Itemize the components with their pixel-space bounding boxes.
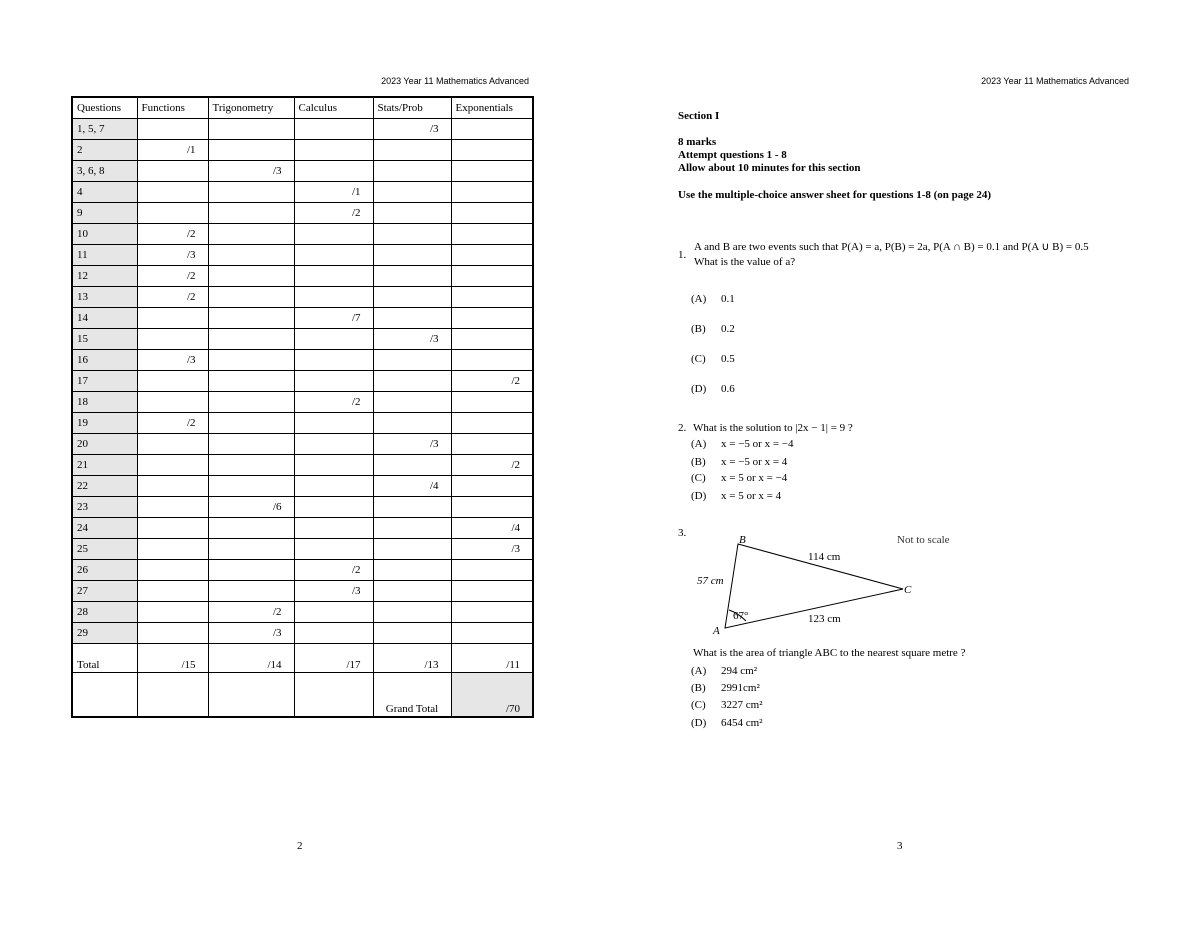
mark-cell — [373, 602, 451, 623]
mark-cell — [137, 203, 208, 224]
total-cell: /13 — [373, 644, 451, 673]
table-row — [72, 287, 533, 308]
option-label: (A) — [691, 438, 707, 450]
question-cell: 3, 6, 8 — [72, 161, 137, 182]
question-cell: 21 — [72, 455, 137, 476]
question-cell: 22 — [72, 476, 137, 497]
total-row — [72, 644, 533, 673]
mark-cell: /2 — [137, 224, 208, 245]
mark-cell: /3 — [208, 161, 294, 182]
table-row — [72, 560, 533, 581]
grand-total-label: Grand Total — [373, 673, 451, 718]
question-cell: 17 — [72, 371, 137, 392]
q3-text: What is the area of triangle ABC to the nearest square metre ? — [693, 647, 966, 659]
option — [691, 383, 735, 395]
question-cell: 9 — [72, 203, 137, 224]
option-value: 294 cm² — [721, 665, 757, 677]
mark-cell: /2 — [137, 287, 208, 308]
mark-cell — [451, 203, 533, 224]
mark-cell — [208, 371, 294, 392]
mark-cell: /4 — [451, 518, 533, 539]
mark-cell — [137, 602, 208, 623]
question-cell: 29 — [72, 623, 137, 644]
mark-cell — [137, 329, 208, 350]
table-row — [72, 266, 533, 287]
option-label: (A) — [691, 665, 707, 677]
mark-cell — [451, 497, 533, 518]
section-attempt: Attempt questions 1 - 8 — [678, 149, 787, 161]
mark-cell — [294, 350, 373, 371]
grand-total-cell: /70 — [451, 673, 533, 718]
mark-cell — [208, 224, 294, 245]
mark-cell — [373, 182, 451, 203]
mark-cell — [294, 413, 373, 434]
mark-cell: /2 — [451, 371, 533, 392]
option-label: (B) — [691, 323, 706, 335]
total-cell: /17 — [294, 644, 373, 673]
mark-cell — [294, 518, 373, 539]
q1-subtext: What is the value of a? — [694, 256, 796, 268]
mark-cell — [373, 413, 451, 434]
mark-cell — [137, 560, 208, 581]
option-label: (B) — [691, 682, 706, 694]
mark-cell — [137, 497, 208, 518]
option-value: 2991cm² — [721, 682, 760, 694]
mark-cell: /7 — [294, 308, 373, 329]
mark-cell — [451, 245, 533, 266]
mark-cell — [451, 329, 533, 350]
mark-cell: /3 — [137, 350, 208, 371]
empty-cell — [137, 673, 208, 718]
mark-cell: /2 — [294, 392, 373, 413]
mark-cell: /2 — [137, 413, 208, 434]
angle-a-label: 67° — [733, 610, 749, 622]
option — [691, 699, 763, 711]
mark-cell: /3 — [208, 623, 294, 644]
mark-cell: /3 — [137, 245, 208, 266]
vertex-a: A — [713, 625, 720, 637]
section-marks: 8 marks — [678, 136, 717, 148]
mark-cell — [137, 539, 208, 560]
table-row — [72, 161, 533, 182]
grand-total-row — [72, 673, 533, 718]
option-value: x = 5 or x = −4 — [721, 472, 788, 484]
table-row — [72, 623, 533, 644]
table-row — [72, 119, 533, 140]
mark-cell — [137, 161, 208, 182]
question-cell: 12 — [72, 266, 137, 287]
option — [691, 456, 787, 468]
running-header: 2023 Year 11 Mathematics Advanced — [981, 76, 1129, 86]
mark-cell — [451, 182, 533, 203]
question-cell: 25 — [72, 539, 137, 560]
mark-cell — [294, 434, 373, 455]
q2-number: 2. — [678, 422, 687, 434]
total-cell: /15 — [137, 644, 208, 673]
option — [691, 717, 763, 729]
mark-cell: /3 — [294, 581, 373, 602]
mark-cell — [294, 161, 373, 182]
mark-cell — [294, 371, 373, 392]
question-cell: 18 — [72, 392, 137, 413]
table-row — [72, 413, 533, 434]
marks-table — [71, 96, 534, 718]
option-value: 0.5 — [721, 353, 735, 365]
option-label: (B) — [691, 456, 706, 468]
mark-cell — [451, 266, 533, 287]
question-cell: 14 — [72, 308, 137, 329]
option-value: 0.6 — [721, 383, 735, 395]
mark-cell — [451, 434, 533, 455]
mark-cell — [373, 287, 451, 308]
side-ac-label: 123 cm — [808, 613, 841, 625]
mark-cell — [137, 581, 208, 602]
mark-cell — [373, 392, 451, 413]
mark-cell — [451, 308, 533, 329]
question-cell: 26 — [72, 560, 137, 581]
mark-cell — [373, 266, 451, 287]
mark-cell — [451, 476, 533, 497]
table-row — [72, 224, 533, 245]
question-cell: 19 — [72, 413, 137, 434]
option — [691, 490, 781, 502]
table-row — [72, 581, 533, 602]
running-header: 2023 Year 11 Mathematics Advanced — [381, 76, 529, 86]
table-row — [72, 245, 533, 266]
vertex-b: B — [739, 534, 746, 546]
mark-cell: /2 — [208, 602, 294, 623]
mark-cell: /6 — [208, 497, 294, 518]
section-allow: Allow about 10 minutes for this section — [678, 162, 861, 174]
mark-cell — [208, 476, 294, 497]
mark-cell — [137, 623, 208, 644]
table-row — [72, 455, 533, 476]
mark-cell — [373, 308, 451, 329]
table-row — [72, 350, 533, 371]
mark-cell — [208, 539, 294, 560]
mark-cell: /1 — [294, 182, 373, 203]
option — [691, 293, 735, 305]
not-to-scale-note: Not to scale — [897, 534, 950, 546]
table-row — [72, 329, 533, 350]
option-value: 3227 cm² — [721, 699, 763, 711]
option-value: x = −5 or x = 4 — [721, 456, 788, 468]
question-cell: 20 — [72, 434, 137, 455]
option — [691, 438, 793, 450]
table-row — [72, 434, 533, 455]
table-row — [72, 392, 533, 413]
mark-cell — [294, 539, 373, 560]
mark-cell — [373, 203, 451, 224]
mark-cell — [451, 161, 533, 182]
mark-cell — [373, 581, 451, 602]
mark-cell — [208, 308, 294, 329]
mark-cell: /3 — [373, 119, 451, 140]
question-cell: 24 — [72, 518, 137, 539]
option-value: x = 5 or x = 4 — [721, 490, 782, 502]
q1-text: A and B are two events such that P(A) = a, P(B) = 2a, P(A ∩ B) = 0.1 and P(A ∪ B) = 0.5 — [694, 241, 1089, 253]
mark-cell — [137, 392, 208, 413]
mark-cell — [373, 518, 451, 539]
page-number: 2 — [297, 840, 303, 852]
option — [691, 353, 735, 365]
mark-cell — [294, 455, 373, 476]
mark-cell — [294, 497, 373, 518]
total-cell: /14 — [208, 644, 294, 673]
column-header: Questions — [72, 97, 137, 119]
mark-cell — [373, 455, 451, 476]
mark-cell — [451, 560, 533, 581]
mark-cell — [373, 350, 451, 371]
mark-cell — [373, 224, 451, 245]
question-cell: 27 — [72, 581, 137, 602]
table-row — [72, 371, 533, 392]
total-cell: /11 — [451, 644, 533, 673]
mark-cell — [451, 119, 533, 140]
question-cell: 11 — [72, 245, 137, 266]
option-label: (D) — [691, 717, 707, 729]
column-header: Stats/Prob — [373, 97, 451, 119]
mark-cell — [208, 560, 294, 581]
table-row — [72, 602, 533, 623]
mark-cell: /3 — [451, 539, 533, 560]
mark-cell — [137, 182, 208, 203]
table-row — [72, 497, 533, 518]
mark-cell — [208, 518, 294, 539]
mark-cell — [137, 434, 208, 455]
mark-cell: /2 — [294, 203, 373, 224]
option — [691, 682, 760, 694]
question-cell: 4 — [72, 182, 137, 203]
q3-number: 3. — [678, 527, 687, 539]
mark-cell — [294, 623, 373, 644]
mark-cell — [294, 119, 373, 140]
question-cell: 10 — [72, 224, 137, 245]
mark-cell — [208, 182, 294, 203]
q2-text: What is the solution to |2x − 1| = 9 ? — [693, 422, 853, 434]
option-value: 6454 cm² — [721, 717, 763, 729]
mark-cell — [208, 245, 294, 266]
question-cell: 23 — [72, 497, 137, 518]
section-title: Section I — [678, 110, 720, 122]
mark-cell — [373, 560, 451, 581]
mark-cell — [137, 119, 208, 140]
option — [691, 472, 787, 484]
mark-cell — [451, 140, 533, 161]
mark-cell — [208, 140, 294, 161]
option — [691, 323, 735, 335]
mark-cell — [451, 581, 533, 602]
table-header-row — [72, 97, 533, 119]
mark-cell — [208, 203, 294, 224]
mark-cell — [294, 266, 373, 287]
mark-cell — [137, 371, 208, 392]
mark-cell — [208, 329, 294, 350]
table-row — [72, 476, 533, 497]
mark-cell — [208, 266, 294, 287]
side-ab-label: 57 cm — [697, 575, 724, 587]
option-value: 0.2 — [721, 323, 735, 335]
vertex-c: C — [904, 584, 912, 596]
option-label: (D) — [691, 490, 707, 502]
option-label: (C) — [691, 472, 706, 484]
column-header: Functions — [137, 97, 208, 119]
mark-cell — [137, 476, 208, 497]
mark-cell: /2 — [451, 455, 533, 476]
mark-cell: /2 — [137, 266, 208, 287]
mark-cell — [294, 245, 373, 266]
table-row — [72, 182, 533, 203]
mark-cell — [373, 539, 451, 560]
table-row — [72, 203, 533, 224]
mark-cell — [208, 392, 294, 413]
mark-cell — [137, 455, 208, 476]
question-cell: 13 — [72, 287, 137, 308]
mark-cell — [451, 413, 533, 434]
mark-cell — [208, 434, 294, 455]
mark-cell — [451, 350, 533, 371]
mark-cell — [137, 308, 208, 329]
empty-cell — [208, 673, 294, 718]
mark-cell — [208, 119, 294, 140]
table-row — [72, 308, 533, 329]
mark-cell — [294, 329, 373, 350]
mark-cell — [294, 476, 373, 497]
mark-cell — [451, 623, 533, 644]
mark-cell — [208, 287, 294, 308]
mark-cell — [451, 287, 533, 308]
column-header: Exponentials — [451, 97, 533, 119]
option-label: (D) — [691, 383, 707, 395]
mark-cell — [294, 224, 373, 245]
option-value: x = −5 or x = −4 — [721, 438, 794, 450]
mark-cell — [137, 518, 208, 539]
question-cell: 16 — [72, 350, 137, 371]
mark-cell — [208, 350, 294, 371]
mark-cell — [373, 140, 451, 161]
option-value: 0.1 — [721, 293, 735, 305]
question-cell: 28 — [72, 602, 137, 623]
mark-cell — [208, 455, 294, 476]
side-bc-label: 114 cm — [808, 551, 841, 563]
triangle-diagram — [690, 525, 970, 640]
mark-cell: /3 — [373, 434, 451, 455]
section-instruction: Use the multiple-choice answer sheet for questions 1-8 (on page 24) — [678, 189, 992, 201]
page-number: 3 — [897, 840, 903, 852]
mark-cell — [373, 371, 451, 392]
total-label: Total — [72, 644, 137, 673]
mark-cell: /1 — [137, 140, 208, 161]
mark-cell — [208, 413, 294, 434]
mark-cell — [294, 287, 373, 308]
mark-cell — [451, 224, 533, 245]
column-header: Trigonometry — [208, 97, 294, 119]
empty-cell — [72, 673, 137, 718]
mark-cell — [373, 161, 451, 182]
mark-cell — [373, 623, 451, 644]
mark-cell — [294, 140, 373, 161]
mark-cell — [451, 392, 533, 413]
mark-cell — [208, 581, 294, 602]
question-cell: 1, 5, 7 — [72, 119, 137, 140]
mark-cell — [373, 497, 451, 518]
table-row — [72, 539, 533, 560]
table-row — [72, 518, 533, 539]
q1-number: 1. — [678, 249, 687, 261]
mark-cell: /3 — [373, 329, 451, 350]
option-label: (C) — [691, 699, 706, 711]
column-header: Calculus — [294, 97, 373, 119]
question-cell: 2 — [72, 140, 137, 161]
table-row — [72, 140, 533, 161]
mark-cell — [451, 602, 533, 623]
question-cell: 15 — [72, 329, 137, 350]
mark-cell — [373, 245, 451, 266]
mark-cell: /4 — [373, 476, 451, 497]
empty-cell — [294, 673, 373, 718]
option — [691, 665, 757, 677]
mark-cell: /2 — [294, 560, 373, 581]
mark-cell — [294, 602, 373, 623]
option-label: (A) — [691, 293, 707, 305]
option-label: (C) — [691, 353, 706, 365]
